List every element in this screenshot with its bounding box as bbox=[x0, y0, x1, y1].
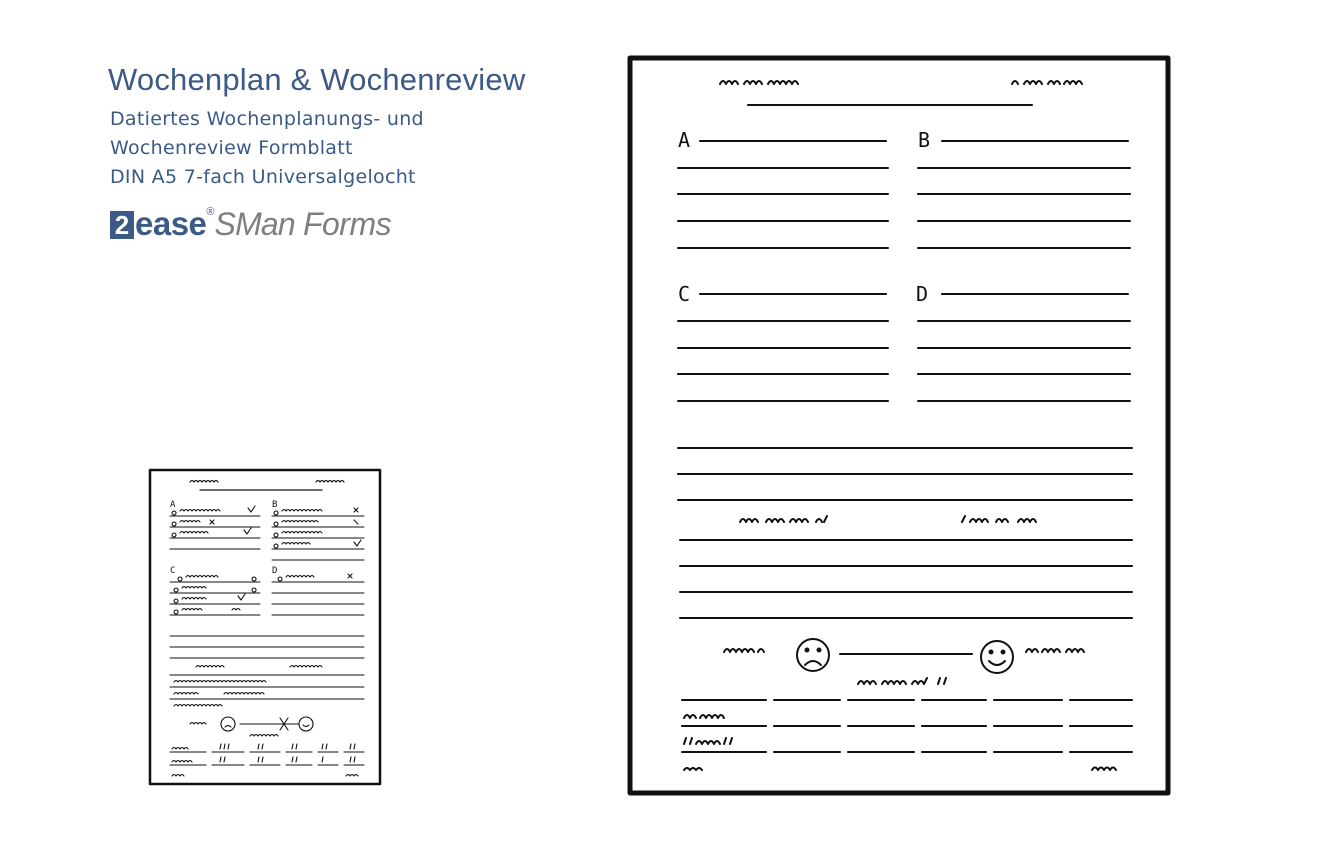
brand-product-suffix: Forms bbox=[302, 206, 392, 242]
example-letter-d: D bbox=[272, 566, 278, 576]
example-letter-b: B bbox=[272, 500, 278, 510]
happy-face-icon bbox=[299, 717, 313, 731]
brand-logo-word: ease bbox=[135, 205, 207, 242]
example-entries bbox=[170, 506, 364, 706]
example-mood-scale bbox=[190, 717, 313, 736]
subtitle-line-2: Wochenreview Formblatt bbox=[110, 137, 353, 159]
brand-logo-number: 2 bbox=[110, 211, 134, 239]
example-border bbox=[150, 470, 380, 784]
mood-caption-scribble bbox=[858, 678, 946, 684]
review-header-scribbles bbox=[740, 516, 1036, 522]
form-header-scribbles bbox=[720, 81, 1082, 84]
mood-scale-scribbles bbox=[724, 649, 1084, 652]
example-letter-c: C bbox=[170, 566, 176, 576]
brand-logo bbox=[110, 203, 392, 242]
filled-example-sheet bbox=[140, 460, 390, 792]
brand-registered-mark: ® bbox=[206, 206, 215, 218]
example-letter-a: A bbox=[170, 500, 176, 510]
section-lines bbox=[678, 141, 1132, 500]
happy-face-icon bbox=[981, 641, 1013, 673]
example-week-grid bbox=[170, 744, 364, 776]
brand-product-name: SMan bbox=[214, 206, 295, 242]
week-grid bbox=[682, 700, 1132, 770]
example-header-scribbles bbox=[190, 481, 344, 483]
review-lines bbox=[680, 540, 1132, 618]
sad-face-icon bbox=[221, 717, 235, 731]
page-title: Wochenplan & Wochenreview bbox=[108, 62, 526, 97]
sad-face-icon bbox=[797, 639, 829, 671]
subtitle-line-1: Datiertes Wochenplanungs- und bbox=[110, 108, 424, 130]
blank-form-preview bbox=[620, 48, 1180, 808]
subtitle-line-3: DIN A5 7-fach Universalgelocht bbox=[110, 166, 416, 188]
section-letter-a: A bbox=[678, 128, 691, 152]
section-letter-c: C bbox=[678, 282, 691, 306]
section-letter-d: D bbox=[916, 282, 929, 306]
section-letter-b: B bbox=[918, 128, 931, 152]
